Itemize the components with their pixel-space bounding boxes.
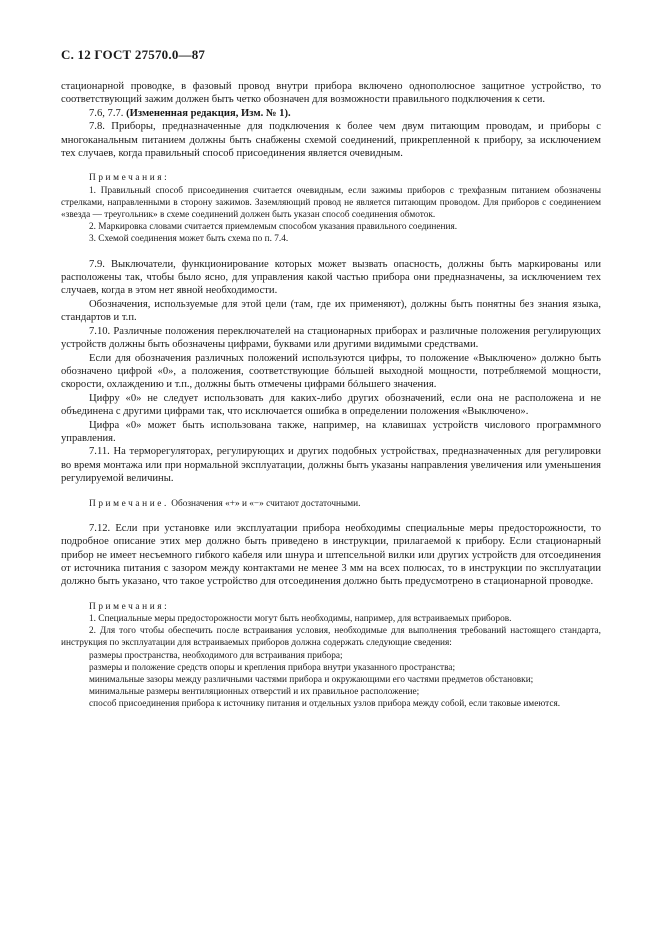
- note-text: Обозначения «+» и «−» считают достаточными.: [171, 498, 361, 509]
- note-item: 1. Специальные меры предосторожности могут быть необходимы, например, для встраиваемых приборов.: [89, 614, 512, 624]
- paragraph-7-6-text: (Измененная редакция, Изм. № 1).: [126, 107, 291, 119]
- note-title: Примечание.: [89, 498, 169, 509]
- paragraph: Обозначения, используемые для этой цели (там, где их применяют), должны быть понятны без знания языка, стандартов и т.п.: [61, 298, 601, 324]
- paragraph-7-10: 7.10. Различные положения переключателей на стационарных приборах и различные положения регулирующих устройств должны быть обозначены цифрами, буквами или другими видимыми средствами.: [61, 325, 601, 351]
- paragraph-7-9: 7.9. Выключатели, функционирование которых может вызвать опасность, должны быть маркированы или расположены так, чтобы было ясно, для управления какой частью прибора они предназначены, за исключением тех случаев, когда в этом нет явной необходимости.: [61, 258, 601, 297]
- paragraph-7-6: [61, 107, 601, 120]
- paragraph-continuation: стационарной проводке, в фазовый провод внутри прибора включено однополюсное защитное устройство, то соответствующий зажим должен быть четко обозначен для возможности правильного подключения к сети.: [61, 81, 601, 106]
- paragraph: Цифра «0» может быть использована также, например, на клавишах устройств числового программного управления.: [61, 419, 601, 444]
- notes-block-2: [61, 601, 601, 711]
- paragraph-7-8: 7.8. Приборы, предназначенные для подключения к более чем двум питающим проводам, и приборы с многоканальным питанием должны быть снабжены схемой соединений, прикрепленной к прибору, за исключением тех случаев, когда правильный способ присоединения является очевидным.: [61, 121, 601, 160]
- notes-title: Примечания:: [89, 601, 170, 612]
- paragraph: Если для обозначения различных положений используются цифры, то положение «Выключено» должно быть обозначено цифрой «0», а положения, соответствующие бóльшей выходной мощности, потребляемой мощности, скорости, охлаждению и т.п., должны быть отмечены цифрами бóльшего значения.: [61, 352, 601, 391]
- note-subitem: размеры и положение средств опоры и крепления прибора внутри указанного пространства;: [89, 662, 456, 673]
- note-subitem: размеры пространства, необходимого для встраивания прибора;: [89, 650, 343, 661]
- note-item: 2. Для того чтобы обеспечить после встраивания условия, необходимые для выполнения требований настоящего стандарта, инструкция по эксплуатации для встраиваемых приборов должна содержать следующие сведения:: [61, 626, 601, 649]
- paragraph-7-6-number: 7.6, 7.7.: [89, 107, 124, 119]
- notes-title: Примечания:: [89, 173, 170, 184]
- paragraph-7-11: 7.11. На терморегуляторах, регулирующих и других подобных устройствах, предназначенных для регулировки во время монтажа или при нормальной эксплуатации, должны быть указаны направления увеличения или уменьшения регулируемой величины.: [61, 446, 601, 485]
- note-item: 2. Маркировка словами считается приемлемым способом указания правильного соединения.: [89, 222, 458, 233]
- note-single: [61, 498, 601, 510]
- note-item: 3. Схемой соединения может быть схема по п. 7.4.: [89, 234, 289, 245]
- page-content: [61, 80, 601, 711]
- paragraph: Цифру «0» не следует использовать для каких-либо других обозначений, если она не расположена и не объединена с другими цифрами так, что исключается ошибка в определении положения «Выключено».: [61, 392, 601, 418]
- notes-block-1: [61, 172, 601, 245]
- paragraph-7-12: 7.12. Если при установке или эксплуатации прибора необходимы специальные меры предосторожности, то подробное описание этих мер должно быть приведено в инструкции, прилагаемой к прибору. Если стационарный прибор не имеет несъемного гибкого кабеля или шнура и штепсельной вилки или других устройств для отсоединения от источника питания с зазором между контактами не менее 3 мм на всех полюсах, то в инструкции по эксплуатации должно быть указано, что такое устройство для отсоединения должно быть предусмотрено в стационарной проводке.: [61, 522, 601, 588]
- note-subitem: минимальные зазоры между различными частями прибора и окружающими его частями предметов обстановки;: [89, 675, 534, 686]
- note-subitem: минимальные размеры вентиляционных отверстий и их правильное расположение;: [89, 687, 420, 698]
- note-subitem: способ присоединения прибора к источнику питания и отдельных узлов прибора между собой, если таковые имеются.: [89, 699, 561, 710]
- page-header: С. 12 ГОСТ 27570.0—87: [61, 47, 206, 62]
- note-item: 1. Правильный способ присоединения считается очевидным, если зажимы приборов с трехфазным питанием обозначены стрелками, направленными в сторону зажимов. Заземляющий провод не является питающим проводом. Для приборов с соединением «звезда — треугольник» в схеме соединений должен быть указан способ соединения обмоток.: [61, 185, 601, 221]
